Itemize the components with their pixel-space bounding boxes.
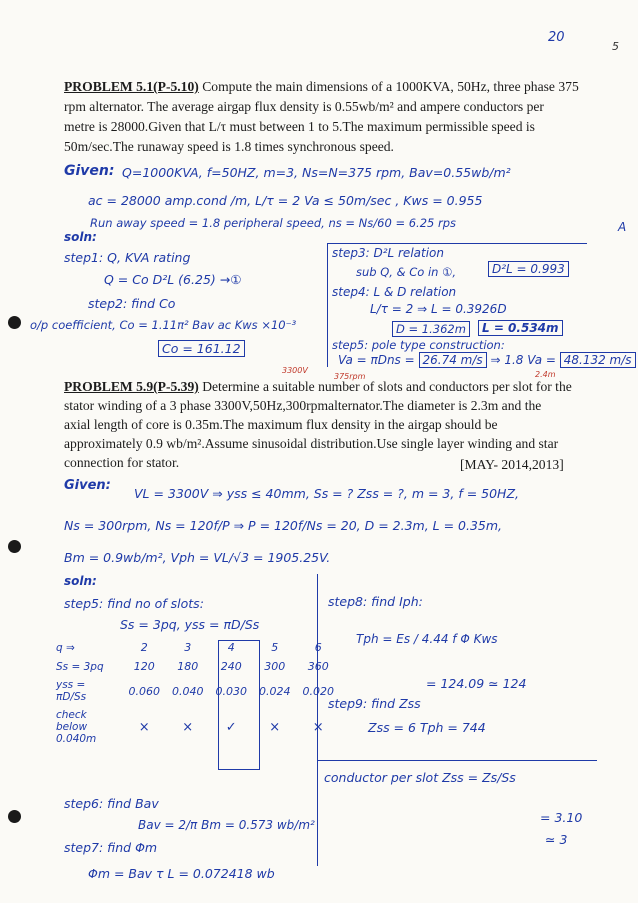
va-eq-text: Va = πDns = [338, 353, 415, 367]
table-row-label: check below 0.040m [56, 709, 97, 745]
table-cell: 2 [140, 641, 148, 654]
table-cell: × [182, 719, 194, 735]
va-result-box: 26.74 m/s [419, 352, 487, 368]
selected-column-box [218, 640, 260, 770]
soln-label-2: soln: [64, 574, 97, 588]
slot-table [50, 638, 340, 748]
problem2-line5: connection for stator. [64, 455, 180, 470]
l-result-box: L = 0.534m [478, 320, 563, 336]
table-cell: 0.040 [172, 684, 204, 698]
table-cell: ✓ [225, 719, 237, 735]
step3-label: step3: D²L relation [332, 246, 444, 260]
conductor-result2: ≃ 3 [545, 832, 568, 847]
step8-label: step8: find Iph: [328, 594, 423, 609]
step9-equation: Zss = 6 Tph = 744 [368, 720, 486, 735]
problem1-line4: 50m/sec.The runaway speed is 1.8 times synchronous speed. [64, 139, 394, 154]
table-row-label: Ss = 3pq [56, 660, 104, 673]
table-row [50, 638, 340, 657]
step8-equation1: Tph = Es / 4.44 f Φ Kws [356, 632, 498, 646]
table-cell: 0.024 [259, 684, 291, 698]
problem1-title: PROBLEM 5.1(P-5.10) [64, 79, 199, 94]
problem2-title: PROBLEM 5.9(P-5.39) [64, 379, 199, 394]
step4-equation: L/τ = 2 ⇒ L = 0.3926D [370, 302, 507, 316]
table-cell: × [312, 719, 324, 735]
d-result-box: D = 1.362m [392, 321, 470, 337]
table-cell: × [138, 719, 150, 735]
va-arrow-text: ⇒ 1.8 Va = [490, 353, 556, 367]
given1-line3: Run away speed = 1.8 peripheral speed, ns = Ns/60 = 6.25 rps [90, 216, 457, 230]
page-number: 20 [548, 30, 565, 45]
conductor-result1: = 3.10 [540, 810, 583, 825]
table-row-label: yss = πD/Ss [56, 679, 87, 703]
table-cell: 4 [227, 641, 235, 654]
va-final-box: 48.132 m/s [560, 352, 636, 368]
table-cell: 300 [264, 660, 286, 673]
problem2-text1: Determine a suitable number of slots and conductors per slot for the [202, 379, 572, 394]
step5-equation-2: Ss = 3pq, yss = πD/Ss [120, 617, 260, 632]
problem2-line4: approximately 0.9 wb/m².Assume sinusoidal distribution.Use single layer winding and star [64, 436, 559, 451]
problem1-line2: rpm alternator. The average airgap flux density is 0.55wb/m² and ampere conductors per [64, 99, 544, 114]
problem1-line1 [64, 77, 579, 96]
table-cell: 360 [307, 660, 329, 673]
soln-label-1: soln: [64, 230, 97, 244]
table-cell: × [269, 719, 281, 735]
table-cell: 120 [133, 660, 155, 673]
d2l-result-box: D²L = 0.993 [488, 261, 569, 277]
divider-horizontal-2 [317, 760, 597, 761]
given1-line2: ac = 28000 amp.cond /m, L/τ = 2 Va ≤ 50m/sec , Kws = 0.955 [88, 193, 483, 208]
annotation-3300: 3300V [282, 366, 308, 375]
step7-equation: Φm = Bav τ L = 0.072418 wb [88, 866, 275, 881]
table-cell: 3 [184, 641, 192, 654]
given2-line2: Ns = 300rpm, Ns = 120f/P ⇒ P = 120f/Ns = 20, D = 2.3m, L = 0.35m, [64, 518, 503, 533]
step8-equation2: = 124.09 ≃ 124 [426, 676, 527, 691]
margin-mark: A [618, 220, 627, 234]
binder-hole [8, 316, 21, 329]
step1-label: step1: Q, KVA rating [64, 250, 191, 265]
table-cell: 180 [177, 660, 199, 673]
problem2-line2: stator winding of a 3 phase 3300V,50Hz,300rpmalternator.The diameter is 2.3m and the [64, 398, 542, 413]
table-row [50, 676, 340, 706]
table-cell: 5 [271, 641, 279, 654]
given-label-2: Given: [64, 478, 111, 493]
binder-hole [8, 810, 21, 823]
divider-horizontal-1 [327, 243, 587, 244]
conductor-per-slot: conductor per slot Zss = Zs/Ss [324, 770, 516, 785]
step4-label: step4: L & D relation [332, 285, 457, 299]
table-cell: 240 [220, 660, 242, 673]
table-row [50, 706, 340, 748]
step2-equation: o/p coefficient, Co = 1.11π² Bav ac Kws ×10⁻³ [30, 318, 297, 332]
table-cell: 0.020 [302, 684, 334, 698]
problem1-text1: Compute the main dimensions of a 1000KVA, 50Hz, three phase 375 [202, 79, 579, 94]
divider-vertical-1 [327, 243, 328, 367]
co-result-box: Co = 161.12 [158, 340, 245, 357]
table-cell: 0.030 [215, 684, 247, 698]
table-row [50, 657, 340, 676]
given2-line3: Bm = 0.9wb/m², Vph = VL/√3 = 1905.25V. [64, 550, 331, 565]
corner-number: 5 [612, 40, 619, 53]
problem2-line1 [64, 377, 572, 396]
step9-label: step9: find Zss [328, 696, 421, 711]
binder-hole [8, 540, 21, 553]
step2-label: step2: find Co [88, 296, 176, 311]
step5-label-1: step5: pole type construction: [332, 338, 505, 352]
given2-line1: VL = 3300V ⇒ yss ≤ 40mm, Ss = ? Zss = ?, m = 3, f = 50HZ, [134, 486, 519, 501]
step6-label: step6: find Bav [64, 796, 159, 811]
table-cell: 6 [314, 641, 322, 654]
problem2-line3: axial length of core is 0.35m.The maximum flux density in the airgap should be [64, 417, 498, 432]
step3-equation: sub Q, & Co in ①, [356, 265, 457, 279]
step7-label: step7: find Φm [64, 840, 158, 855]
step6-equation: Bav = 2/π Bm = 0.573 wb/m² [138, 818, 315, 832]
step1-equation: Q = Co D²L (6.25) →① [104, 272, 242, 287]
annotation-24: 2.4m [535, 370, 556, 379]
exam-year: [MAY- 2014,2013] [460, 457, 564, 472]
given-label-1: Given: [64, 163, 115, 179]
annotation-375: 375rpm [334, 372, 366, 381]
problem1-line3: metre is 28000.Given that L/τ must between 1 to 5.The maximum permissible speed is [64, 119, 535, 134]
table-cell: 0.060 [128, 684, 160, 698]
table-row-label: q ⇒ [56, 641, 75, 654]
step5-label-2: step5: find no of slots: [64, 596, 204, 611]
va-equation [338, 353, 636, 367]
given1-line1: Q=1000KVA, f=50HZ, m=3, Ns=N=375 rpm, Bav=0.55wb/m² [122, 165, 511, 180]
